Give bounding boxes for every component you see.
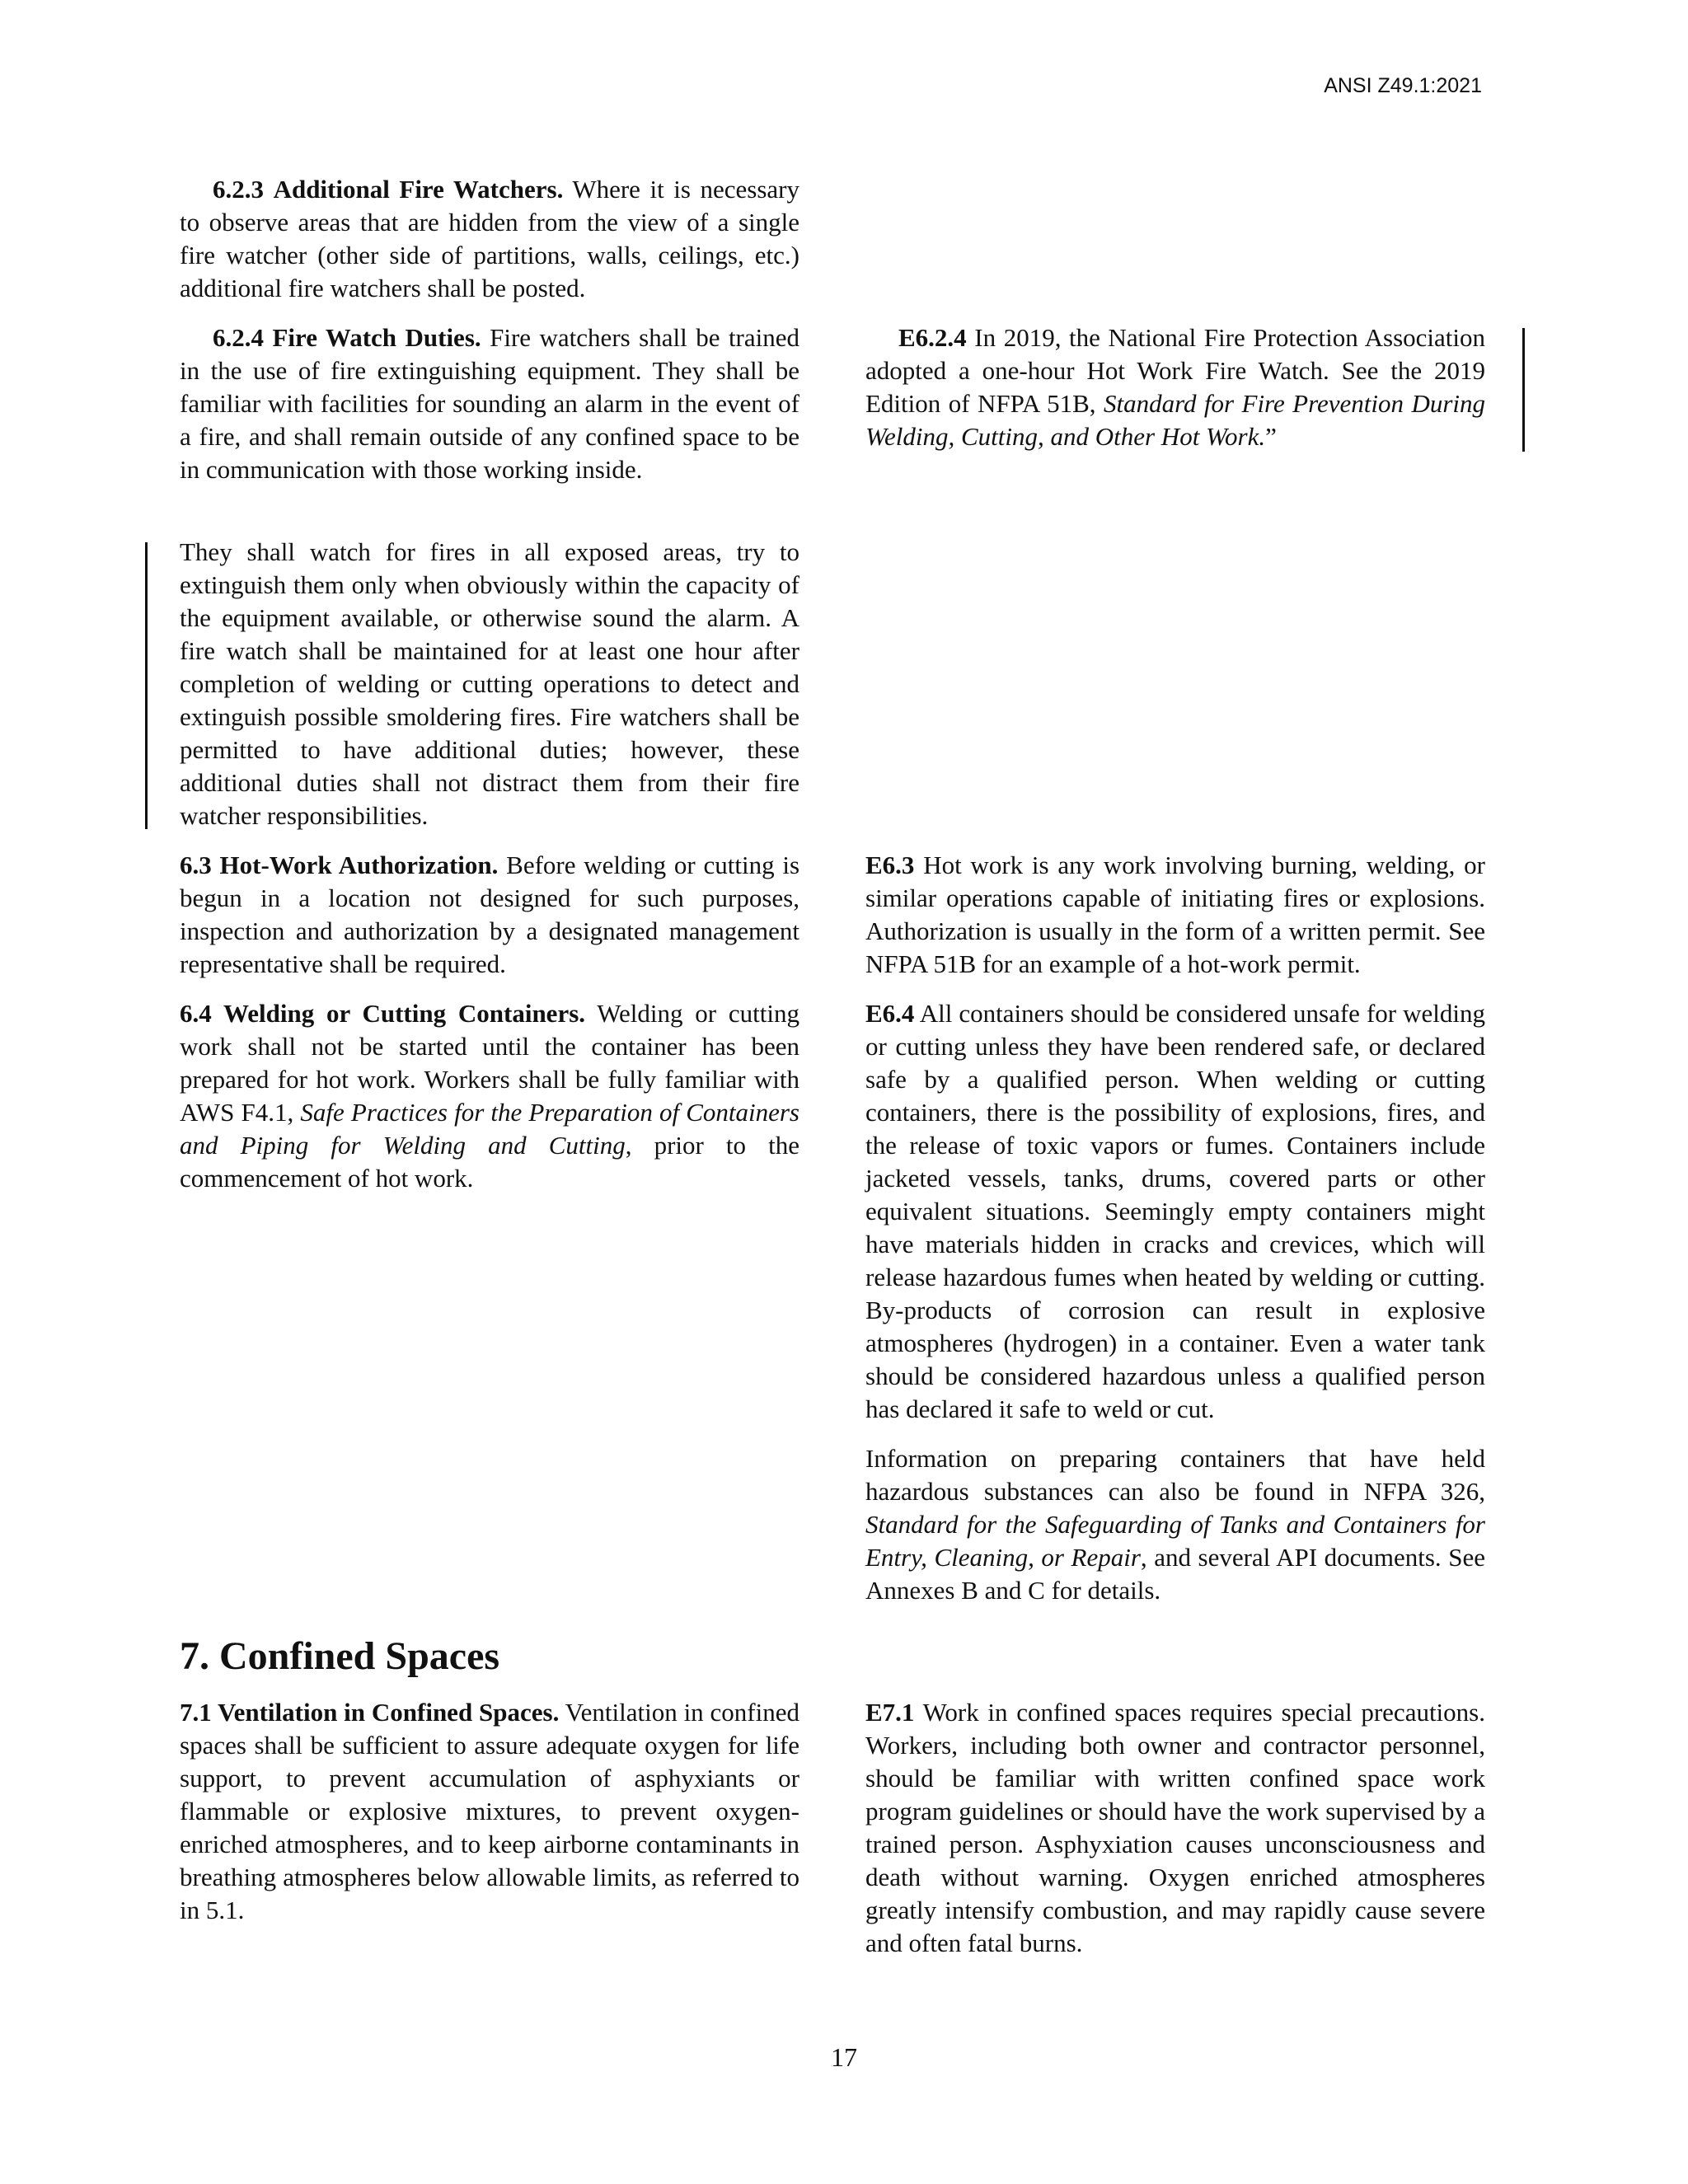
section-body: Where it is necessary to observe areas that are hidden from the view of a single fire watcher (other side of partitions, walls, ceilings, etc.) additional fire watchers shall be posted.	[180, 175, 799, 302]
section-body: Welding or cutting work shall not be started until the container has been prepared for hot work. Workers shall be fully familiar with AWS F4.1,	[180, 999, 799, 1127]
section-6-2-3	[180, 173, 799, 305]
explanation-label: E6.2.4	[898, 323, 967, 352]
explanation-e6-4	[865, 997, 1485, 1426]
page-number: 17	[831, 2042, 857, 2072]
explanation-body: Hot work is any work involving burning, welding, or similar operations capable of initiating fires or explosions. Authorization is usually in the form of a written permit. See NFPA 51B for an example of a hot-work permit.	[865, 851, 1486, 978]
section-6-2-4-continued: They shall watch for fires in all exposed areas, try to extinguish them only when obviously within the capacity of the equipment available, or otherwise sound the alarm. A fire watch shall be maintained for at least one hour after completion of welding or cutting operations to detect and extinguish possible smoldering fires. Fire watchers shall be permitted to have additional duties; however, these additional duties shall not distract them from their fire watcher responsibilities.	[180, 537, 799, 830]
document-standard-id: ANSI Z49.1:2021	[1324, 74, 1482, 97]
referenced-standard-title: Standard for Fire Prevention During Welding, Cutting, and Other Hot Work.	[865, 389, 1486, 451]
section-6-2-4	[180, 321, 799, 486]
section-title: Fire Watch Duties.	[272, 323, 481, 352]
section-body-end: , prior to the commencement of hot work.	[180, 1131, 799, 1193]
section-body: Ventilation in confined spaces shall be sufficient to assure adequate oxygen for life support, to prevent accumulation of asphyxiants or flammable or explosive mixtures, to prevent oxygen-enriched atmospheres, and to keep airborne contaminants in breathing atmospheres below allowable limits, as referred to in 5.1.	[180, 1698, 799, 1924]
explanation-label: E7.1	[865, 1698, 915, 1727]
explanation-e7-1	[865, 1696, 1485, 1960]
explanation-label: E6.3	[865, 851, 915, 879]
section-body: Before welding or cutting is begun in a location not designed for such purposes, inspection and authorization by a designated management representative shall be required.	[180, 851, 800, 978]
closing-quote: ”	[1265, 422, 1277, 451]
section-7-heading: 7. Confined Spaces	[180, 1634, 500, 1678]
explanation-e6-3	[865, 849, 1485, 981]
explanation-e6-4-continued	[865, 1442, 1485, 1607]
explanation-body: All containers should be considered unsafe for welding or cutting unless they have been rendered safe, or declared safe by a qualified person. When welding or cutting containers, there is the possibility of explosions, fires, and the release of toxic vapors or fumes. Containers include jacketed vessels, tanks, drums, covered parts or other equivalent situations. Seemingly empty containers might have materials hidden in cracks and crevices, which will release hazardous fumes when heated by welding or cutting. By-products of corrosion can result in explosive atmospheres (hydrogen) in a container. Even a water tank should be considered hazardous unless a qualified person has declared it safe to weld or cut.	[865, 999, 1485, 1423]
section-body: Fire watchers shall be trained in the use of fire extinguishing equipment. They shall be familiar with facilities for sounding an alarm in the event of a fire, and shall remain outside of any confined space to be in communication with those working inside.	[180, 323, 800, 484]
referenced-standard-title: Standard for the Safeguarding of Tanks and Containers for Entry, Cleaning, or Repair	[865, 1510, 1485, 1572]
section-title: 6.3 Hot-Work Authorization.	[180, 851, 499, 879]
explanation-body-end: , and several API documents. See Annexes B and C for details.	[865, 1543, 1485, 1605]
explanation-body: Information on preparing containers that have held hazardous substances can also be found in NFPA 326,	[865, 1444, 1485, 1506]
section-6-4	[180, 997, 799, 1195]
section-number: 6.2.3	[213, 175, 264, 204]
section-title: 7.1 Ventilation in Confined Spaces.	[180, 1698, 560, 1727]
explanation-label: E6.4	[865, 999, 915, 1028]
section-title: Additional Fire Watchers.	[273, 175, 564, 204]
change-bar	[145, 542, 148, 829]
section-title: 6.4 Welding or Cutting Containers.	[180, 999, 586, 1028]
section-number: 6.2.4	[213, 323, 264, 352]
explanation-e6-2-4	[865, 321, 1485, 453]
change-bar	[1522, 328, 1525, 452]
section-6-3	[180, 849, 799, 981]
referenced-standard-title: Safe Practices for the Preparation of Containers and Piping for Welding and Cutting	[180, 1098, 799, 1160]
explanation-body: In 2019, the National Fire Protection Association adopted a one-hour Hot Work Fire Watch. See the 2019 Edition of NFPA 51B,	[865, 323, 1485, 418]
explanation-body: Work in confined spaces requires special precautions. Workers, including both owner and contractor personnel, should be familiar with written confined space work program guidelines or should have the work supervised by a trained person. Asphyxiation causes unconsciousness and death without warning. Oxygen enriched atmospheres greatly intensify combustion, and may rapidly cause severe and often fatal burns.	[865, 1698, 1485, 1957]
section-7-1	[180, 1696, 799, 1927]
